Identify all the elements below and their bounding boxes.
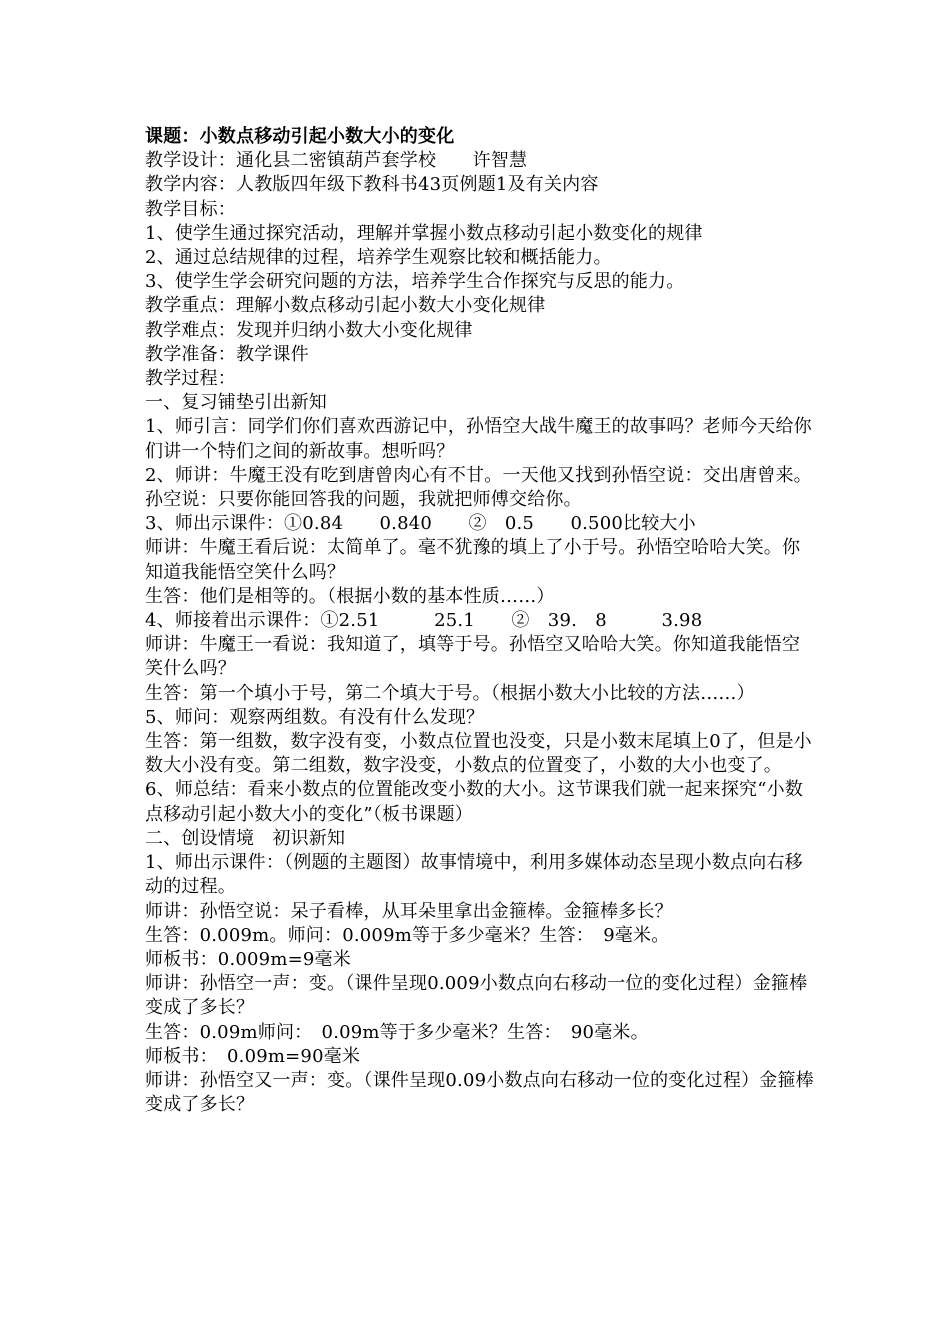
document-line: 5、师问：观察两组数。有没有什么发现？ (145, 706, 485, 728)
document-line: 教学内容：人教版四年级下教科书43页例题1及有关内容 (145, 174, 599, 196)
document-line: 3、师出示课件：①0.84 0.840 ② 0.5 0.500比较大小 (145, 513, 696, 535)
document-line: 2、通过总结规律的过程，培养学生观察比较和概括能力。 (145, 247, 612, 269)
document-line: 6、师总结：看来小数点的位置能改变小数的大小。这节课我们就一起来探究“小数点移动引起小数大小的变化”（板书课题） (145, 779, 804, 825)
document-line: 师讲：牛魔王一看说：我知道了，填等于号。孙悟空又哈哈大笑。你知道我能悟空笑什么吗？ (145, 634, 801, 680)
document-line: 教学难点：发现并归纳小数大小变化规律 (145, 319, 473, 341)
document-line: 生答：第一组数，数字没有变，小数点位置也没变，只是小数末尾填上0了，但是小数大小没有变。第二组数，数字没变，小数点的位置变了，小数的大小也变了。 (145, 731, 812, 777)
document-line: 教学准备：教学课件 (145, 343, 309, 365)
document-line: 生答：0.09m师问： 0.09m等于多少毫米？生答： 90毫米。 (145, 1021, 649, 1043)
document-line: 生答：他们是相等的。（根据小数的基本性质……） (145, 585, 555, 607)
document-line: 生答：0.009m。师问：0.009m等于多少毫米？生答： 9毫米。 (145, 924, 670, 946)
document-line: 一、复习铺垫引出新知 (145, 392, 327, 414)
document-line: 教学目标： (145, 198, 236, 220)
document-line: 2、师讲：牛魔王没有吃到唐曾肉心有不甘。一天他又找到孙悟空说：交出唐曾来。孙空说：只要你能回答我的问题，我就把师傅交给你。 (145, 464, 812, 511)
document-line: 教学重点：理解小数点移动引起小数大小变化规律 (145, 295, 546, 317)
document-line: 3、使学生学会研究问题的方法，培养学生合作探究与反思的能力。 (145, 271, 685, 293)
document-line: 教学设计：通化县二密镇葫芦套学校 许智慧 (145, 150, 528, 172)
document-line: 二、创设情境 初识新知 (145, 827, 346, 849)
document-line: 师板书：0.009m=9毫米 (145, 948, 351, 970)
document-line: 1、使学生通过探究活动，理解并掌握小数点移动引起小数变化的规律 (145, 222, 703, 244)
document-line: 1、师出示课件：（例题的主题图）故事情境中，利用多媒体动态呈现小数点向右移动的过程。 (145, 852, 803, 898)
document-line: 师板书： 0.09m=90毫米 (145, 1045, 361, 1067)
document-line: 师讲：孙悟空说：呆子看棒，从耳朵里拿出金箍棒。金箍棒多长？ (145, 900, 673, 922)
document-line: 师讲：牛魔王看后说：太简单了。毫不犹豫的填上了小于号。孙悟空哈哈大笑。你知道我能悟空笑什么吗？ (145, 537, 801, 583)
document-line: 师讲：孙悟空一声：变。（课件呈现0.009小数点向右移动一位的变化过程）金箍棒变成了多长？ (145, 973, 808, 1019)
document-line: 教学过程： (145, 368, 236, 390)
document-line: 生答：第一个填小于号，第二个填大于号。（根据小数大小比较的方法……） (145, 682, 755, 704)
document-body (145, 125, 815, 1117)
document-line: 1、师引言：同学们你们喜欢西游记中，孙悟空大战牛魔王的故事吗？老师今天给你们讲一个特们之间的新故事。想听吗？ (145, 416, 812, 462)
document-title: 课题：小数点移动引起小数大小的变化 (145, 126, 455, 147)
document-lines (145, 149, 815, 1117)
document-line: 师讲：孙悟空又一声：变。（课件呈现0.09小数点向右移动一位的变化过程）金箍棒变成了多长？ (145, 1069, 814, 1116)
document-line: 4、师接着出示课件：①2.51 25.1 ② 39. 8 3.98 (145, 610, 703, 632)
